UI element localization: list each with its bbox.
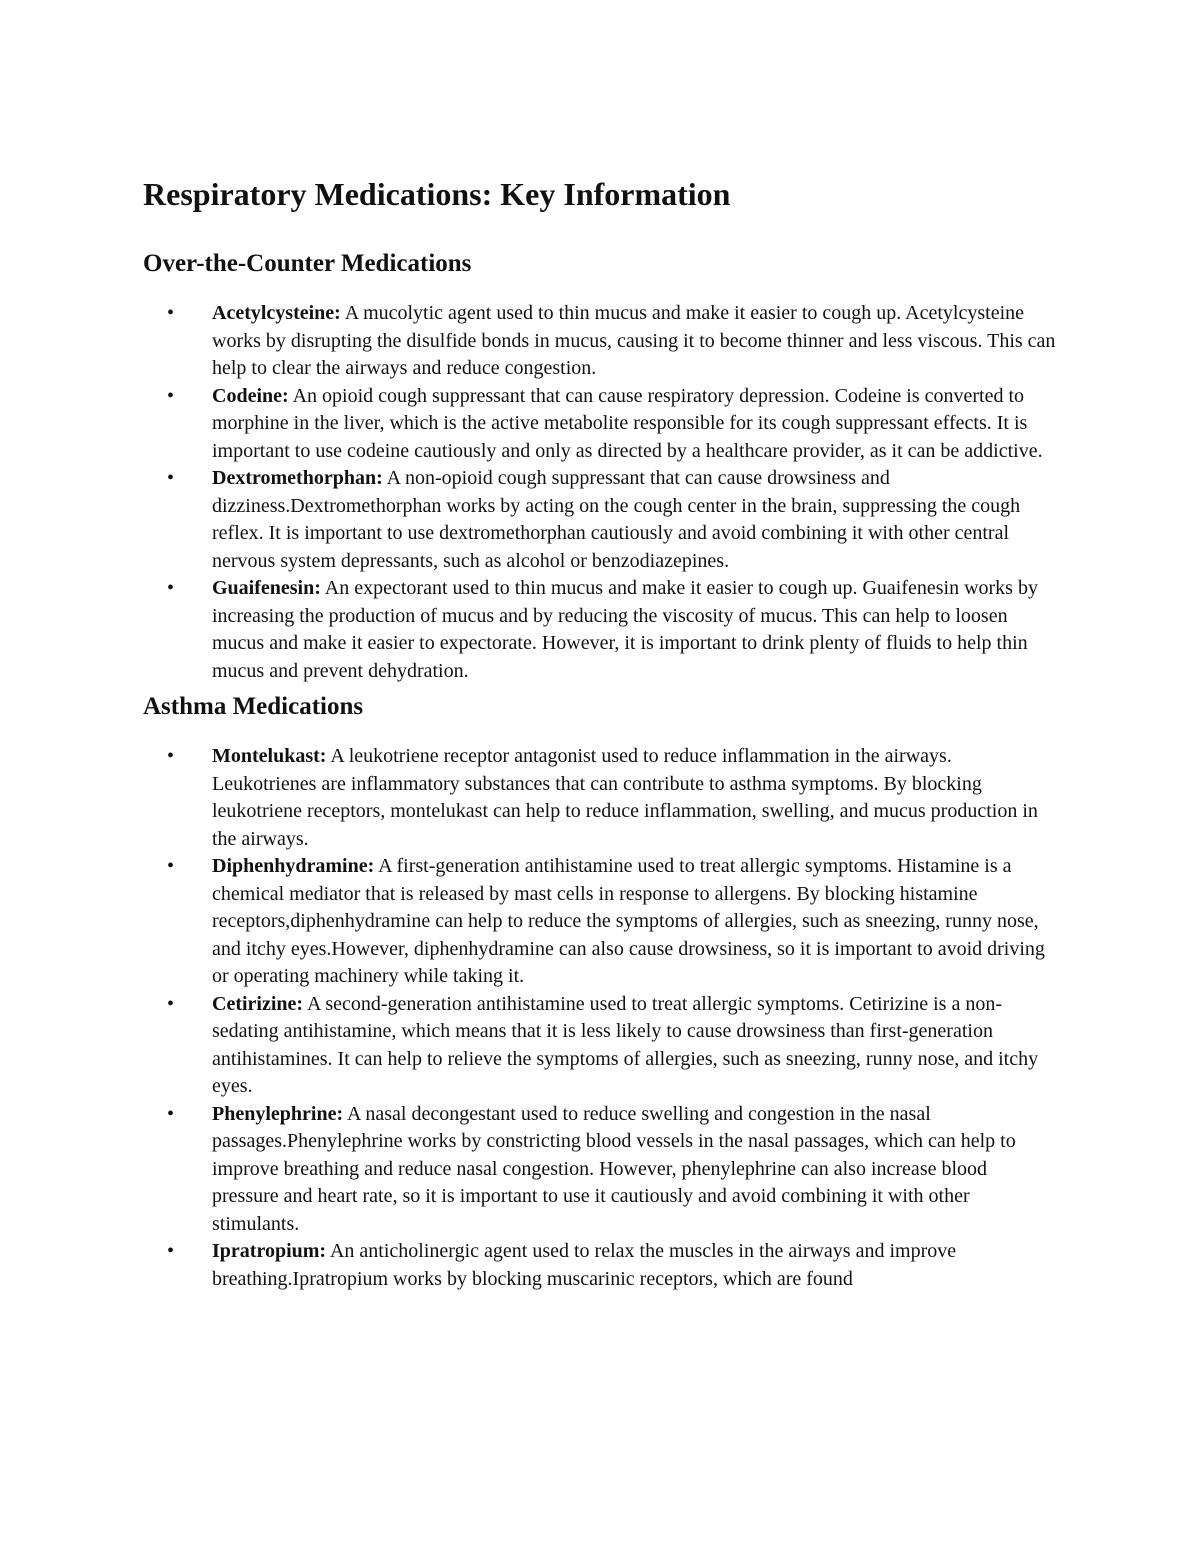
medication-description: A non-opioid cough suppressant that can cause drowsiness and dizziness.Dextromethorphan works by acting on the cough center in the brain, suppressing the cough reflex. It is important to use dextromethorphan cautiously and avoid combining it with other central nervous system depressants, such as alcohol or benzodiazepines. — [212, 467, 1021, 572]
medication-description: An expectorant used to thin mucus and make it easier to cough up. Guaifenesin works by increasing the production of mucus and by reducing the viscosity of mucus. This can help to loosen mucus and make it easier to expectorate. However, it is important to drink plenty of fluids to help thin mucus and prevent dehydration. — [212, 577, 1038, 682]
list-item — [143, 383, 1057, 466]
list-item — [143, 465, 1057, 575]
medication-description: An opioid cough suppressant that can cause respiratory depression. Codeine is converted to morphine in the liver, which is the active metabolite responsible for its cough suppressant effects. It is important to use codeine cautiously and only as directed by a healthcare provider, as it can be addictive. — [212, 384, 1043, 462]
list-item — [143, 300, 1057, 383]
medication-description: A first-generation antihistamine used to treat allergic symptoms. Histamine is a chemical mediator that is released by mast cells in response to allergens. By blocking histamine receptors,diphenhydramine can help to reduce the symptoms of allergies, such as sneezing, runny nose, and itchy eyes.However, diphenhydramine can also cause drowsiness, so it is important to avoid driving or operating machinery while taking it. — [212, 855, 1045, 987]
list-item — [143, 1238, 1057, 1293]
bullet-icon: • — [167, 302, 175, 324]
medication-term: Acetylcysteine: — [212, 302, 341, 324]
bullet-icon: • — [167, 745, 175, 767]
list-item — [143, 853, 1057, 991]
medication-term: Phenylephrine: — [212, 1102, 344, 1125]
medication-description: An anticholinergic agent used to relax the muscles in the airways and improve breathing.Ipratropium works by blocking muscarinic receptors, which are found — [212, 1240, 957, 1290]
section-heading-otc: Over-the-Counter Medications — [143, 250, 472, 277]
medication-description: A leukotriene receptor antagonist used to reduce inflammation in the airways. Leukotrienes are inflammatory substances that can contribute to asthma symptoms. By blocking leukotriene receptors, montelukast can help to reduce inflammation, swelling, and mucus production in the airways. — [212, 745, 1038, 850]
list-item — [143, 743, 1057, 853]
medication-term: Ipratropium: — [212, 1240, 327, 1262]
list-item — [143, 575, 1057, 685]
list-item — [143, 1101, 1057, 1239]
bullet-icon: • — [167, 467, 175, 489]
medication-term: Codeine: — [212, 384, 289, 407]
medication-term: Diphenhydramine: — [212, 855, 375, 877]
medication-term: Guaifenesin: — [212, 577, 321, 599]
section-heading-asthma: Asthma Medications — [143, 693, 364, 720]
asthma-medication-list — [143, 743, 1063, 1293]
bullet-icon: • — [167, 992, 175, 1015]
medication-term: Dextromethorphan: — [212, 467, 383, 489]
page-title: Respiratory Medications: Key Information — [143, 176, 731, 212]
document-content — [143, 170, 1063, 1293]
medication-term: Cetirizine: — [212, 992, 304, 1015]
list-item — [143, 991, 1057, 1101]
medication-description: A second-generation antihistamine used to treat allergic symptoms. Cetirizine is a non-sedating antihistamine, which means that it is less likely to cause drowsiness than first-generation antihistamines. It can help to relieve the symptoms of allergies, such as sneezing, runny nose, and itchy eyes. — [212, 992, 1039, 1097]
bullet-icon: • — [167, 1240, 175, 1262]
medication-description: A mucolytic agent used to thin mucus and make it easier to cough up. Acetylcysteine works by disrupting the disulfide bonds in mucus, causing it to become thinner and less viscous. This can help to clear the airways and reduce congestion. — [212, 302, 1056, 379]
bullet-icon: • — [167, 577, 175, 599]
medication-description: A nasal decongestant used to reduce swelling and congestion in the nasal passages.Phenylephrine works by constricting blood vessels in the nasal passages, which can help to improve breathing and reduce nasal congestion. However, phenylephrine can also increase blood pressure and heart rate, so it is important to use it cautiously and avoid combining it with other stimulants. — [212, 1102, 1016, 1235]
bullet-icon: • — [167, 384, 175, 407]
medication-term: Montelukast: — [212, 745, 327, 767]
bullet-icon: • — [167, 855, 175, 877]
otc-medication-list — [143, 300, 1063, 685]
bullet-icon: • — [167, 1102, 175, 1125]
